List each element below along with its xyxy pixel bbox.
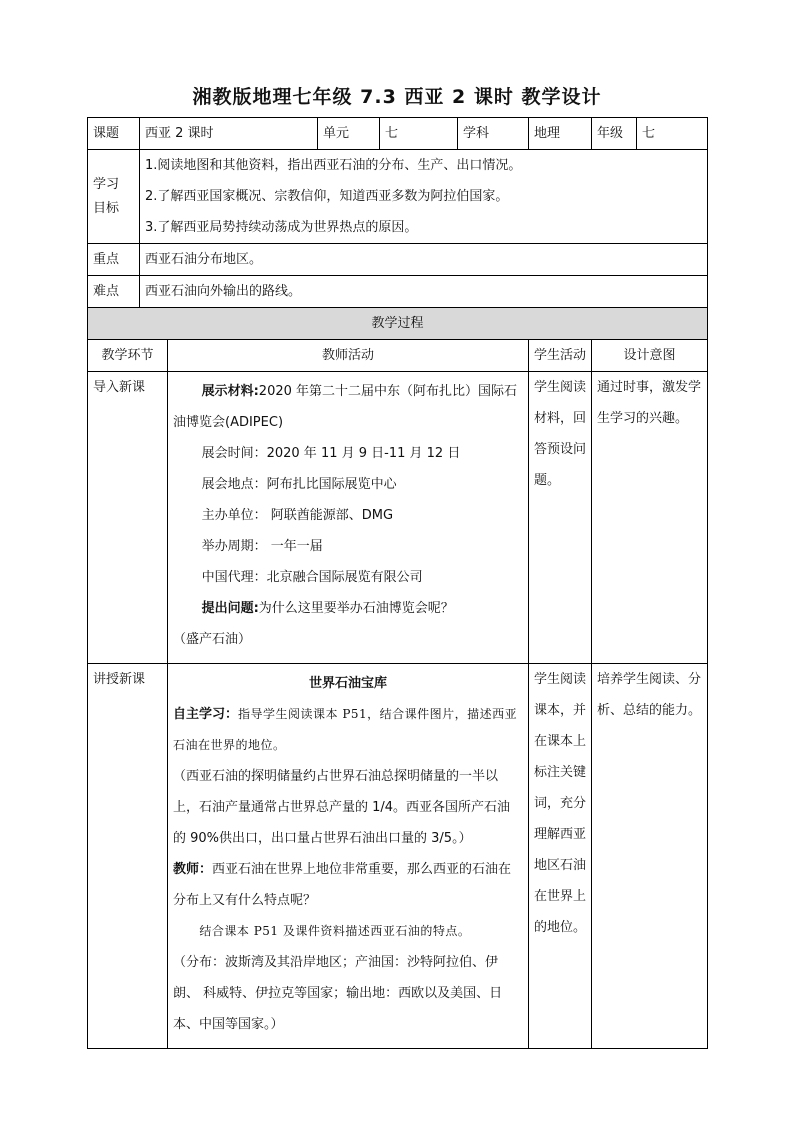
exhibition-place: 展会地点：阿布扎比国际展览中心 bbox=[201, 477, 397, 492]
combine-instruction: 结合课本 P51 及课件资料描述西亚石油的特点。 bbox=[199, 924, 471, 938]
lecture-heading: 世界石油宝库 bbox=[309, 676, 388, 691]
goals-label: 学习 目标 bbox=[88, 150, 140, 244]
exhibition-time: 展会时间：2020 年 11 月 9 日-11 月 12 日 bbox=[201, 446, 461, 461]
unit-label: 单元 bbox=[318, 118, 380, 150]
difficulty-row bbox=[88, 276, 708, 308]
question-answer: （盛产石油） bbox=[173, 632, 252, 647]
process-section-title: 教学过程 bbox=[88, 308, 708, 340]
lesson-plan-table bbox=[87, 117, 708, 1049]
intro-student: 学生阅读材料，回答预设问题。 bbox=[529, 372, 592, 664]
lecture-stage: 讲授新课 bbox=[88, 664, 168, 1049]
self-study-text: 指导学生阅读课本 P51，结合课件图片，描述西亚石油在世界的地位。 bbox=[173, 707, 518, 752]
oil-distribution: （分布：波斯湾及其沿岸地区；产油国：沙特阿拉伯、伊朗、 科威特、伊拉克等国家；输出地：西欧以及美国、日本、中国等国家。） bbox=[173, 955, 503, 1032]
subject-value: 西亚 2 课时 bbox=[140, 118, 318, 150]
subject-label: 课题 bbox=[88, 118, 140, 150]
process-section-row bbox=[88, 308, 708, 340]
header-student: 学生活动 bbox=[529, 340, 592, 372]
goal-item-1: 1.阅读地图和其他资料，指出西亚石油的分布、生产、出口情况。 bbox=[145, 158, 522, 173]
exhibition-host: 主办单位： 阿联酋能源部、DMG bbox=[201, 508, 394, 523]
self-study-label: 自主学习： bbox=[173, 707, 239, 722]
teacher-text: 西亚石油在世界上地位非常重要，那么西亚的石油在分布上又有什么特点呢？ bbox=[173, 862, 512, 908]
difficulty-label: 难点 bbox=[88, 276, 140, 308]
intro-row bbox=[88, 372, 708, 664]
goals-row bbox=[88, 150, 708, 244]
unit-value: 七 bbox=[380, 118, 458, 150]
key-point-label: 重点 bbox=[88, 244, 140, 276]
page-title: 湘教版地理七年级 7.3 西亚 2 课时 教学设计 bbox=[192, 86, 602, 108]
grade-label: 年级 bbox=[592, 118, 637, 150]
exhibition-cycle: 举办周期： 一年一届 bbox=[201, 539, 323, 554]
key-point-value: 西亚石油分布地区。 bbox=[140, 244, 708, 276]
lecture-teacher bbox=[168, 664, 529, 1049]
discipline-label: 学科 bbox=[458, 118, 529, 150]
header-stage: 教学环节 bbox=[88, 340, 168, 372]
process-header-row bbox=[88, 340, 708, 372]
intro-teacher bbox=[168, 372, 529, 664]
difficulty-value: 西亚石油向外输出的路线。 bbox=[140, 276, 708, 308]
intro-stage: 导入新课 bbox=[88, 372, 168, 664]
oil-fact: （西亚石油的探明储量约占世界石油总探明储量的一半以上，石油产量通常占世界总产量的 1/4。西亚各国所产石油的 90%供出口，出口量占世界石油出口量的 3/5。） bbox=[173, 769, 511, 846]
teacher-label: 教师： bbox=[173, 862, 213, 877]
goal-item-2: 2.了解西亚国家概况、宗教信仰，知道西亚多数为阿拉伯国家。 bbox=[145, 189, 509, 204]
material-label: 展示材料: bbox=[201, 384, 259, 399]
goals-content bbox=[140, 150, 708, 244]
question-label: 提出问题: bbox=[201, 601, 259, 616]
header-teacher: 教师活动 bbox=[168, 340, 529, 372]
lecture-intent: 培养学生阅读、分析、总结的能力。 bbox=[592, 664, 708, 1049]
lecture-row bbox=[88, 664, 708, 1049]
goal-item-3: 3.了解西亚局势持续动荡成为世界热点的原因。 bbox=[145, 220, 418, 235]
exhibition-agent: 中国代理：北京融合国际展览有限公司 bbox=[201, 570, 423, 585]
question-text: 为什么这里要举办石油博览会呢？ bbox=[258, 601, 454, 616]
key-point-row bbox=[88, 244, 708, 276]
material-text: 2020 年第二十二届中东（阿布扎比）国际石油博览会(ADIPEC) bbox=[173, 384, 518, 430]
info-row bbox=[88, 118, 708, 150]
header-intent: 设计意图 bbox=[592, 340, 708, 372]
lecture-student: 学生阅读课本，并在课本上标注关键词，充分理解西亚地区石油在世界上的地位。 bbox=[529, 664, 592, 1049]
grade-value: 七 bbox=[637, 118, 708, 150]
discipline-value: 地理 bbox=[529, 118, 592, 150]
intro-intent: 通过时事，激发学生学习的兴趣。 bbox=[592, 372, 708, 664]
